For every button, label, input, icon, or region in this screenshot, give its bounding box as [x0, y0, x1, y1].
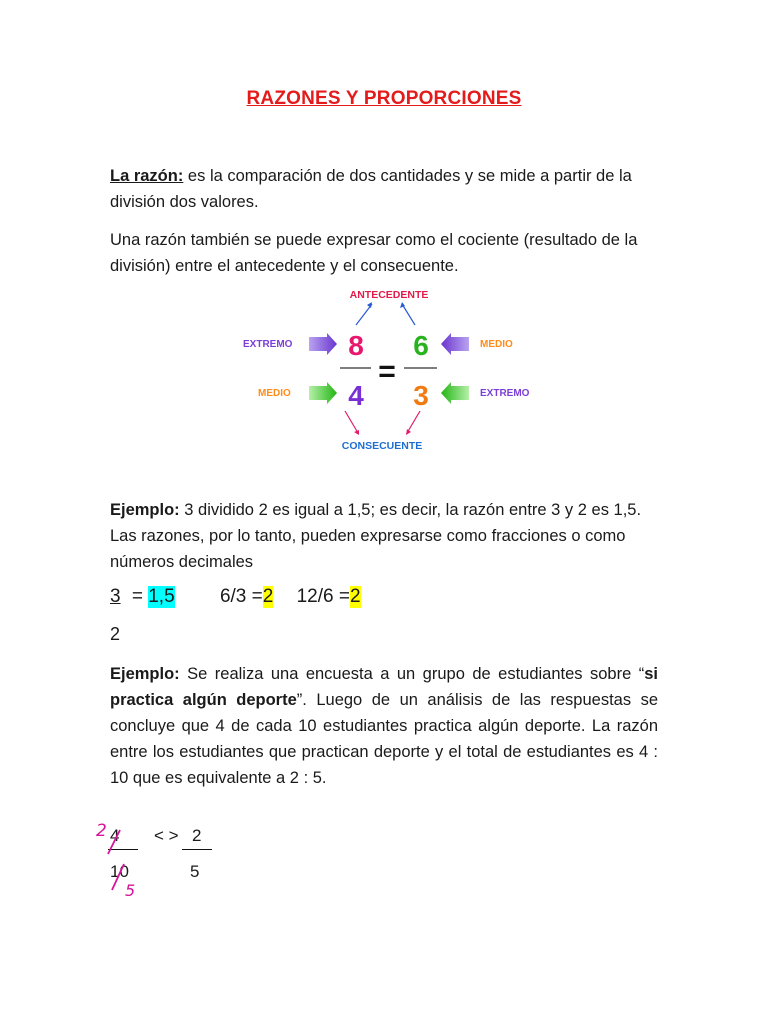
example1-text: 3 dividido 2 es igual a 1,5; es decir, la razón entre 3 y 2 es 1,5. Las razones, por lo tanto, pueden expresarse como fracciones o como números decimales: [110, 501, 642, 571]
handwritten-5: 5: [125, 881, 136, 900]
example1-label: Ejemplo:: [110, 501, 180, 519]
medio-left-label: MEDIO: [258, 388, 291, 399]
definition-paragraph: [110, 163, 658, 215]
number-8: 8: [348, 330, 364, 361]
strike-4: [108, 830, 120, 854]
number-6: 6: [413, 330, 429, 361]
decimal-value: 1,5: [148, 586, 175, 607]
fraction2-den-left: 10: [110, 862, 129, 881]
fraction2-operator: < >: [154, 826, 179, 845]
example2-bold: si practica algún deporte: [110, 665, 658, 709]
example2-text-2: ”. Luego de un análisis de las respuestas se concluye que 4 de cada 10 estudiantes practica algún deporte. La razón entre los estudiantes que practican deporte y el total de estudiantes es 4 : 10 que es equivalente a 2 : 5.: [110, 691, 658, 787]
antecedente-arrows: [356, 302, 415, 325]
definition-text: es la comparación de dos cantidades y se mide a partir de la división dos valores.: [110, 167, 632, 211]
quotient-paragraph: Una razón también se puede expresar como el cociente (resultado de la división) entre el antecedente y el consecuente.: [110, 231, 638, 275]
example2-text-1: Se realiza una encuesta a un grupo de estudiantes sobre “: [179, 665, 645, 683]
expression-6-3: 6/3 =: [219, 586, 263, 607]
page-title: RAZONES Y PROPORCIONES: [246, 88, 522, 109]
example2-paragraph: [110, 661, 658, 791]
number-4: 4: [348, 380, 364, 411]
example1-paragraph: [110, 497, 658, 575]
value-12-6: 2: [349, 586, 361, 607]
fraction2-num-left: 4: [110, 826, 120, 845]
handwritten-2: 2: [96, 821, 107, 841]
proportion-diagram: [230, 283, 550, 455]
consecuente-label: CONSECUENTE: [341, 440, 423, 452]
value-6-3: 2: [262, 586, 274, 607]
proportion-diagram-svg: [230, 283, 550, 455]
arrow-left-purple-icon: [441, 333, 469, 355]
fraction2-num-right: 2: [192, 826, 202, 845]
number-3: 3: [413, 380, 429, 411]
fraction-denominator: 2: [110, 624, 121, 644]
extremo-left-label: EXTREMO: [243, 339, 293, 350]
expression-12-6: 12/6 =: [296, 586, 350, 607]
arrow-right-purple-icon: [309, 333, 337, 355]
equals-sign: =: [378, 355, 396, 388]
equals-sign-1: =: [126, 586, 149, 607]
handwritten-strokes-svg: [92, 820, 152, 900]
strike-10: [112, 864, 124, 890]
ratio-equations: [110, 586, 361, 608]
arrow-left-green-icon: [441, 382, 469, 404]
definition-term: La razón:: [110, 167, 184, 185]
extremo-right-label: EXTREMO: [480, 388, 530, 399]
handwritten-simplification: [92, 820, 152, 905]
consecuente-arrows: [345, 411, 420, 435]
medio-right-label: MEDIO: [480, 339, 513, 350]
antecedente-label: ANTECEDENTE: [349, 289, 429, 301]
example2-label: Ejemplo:: [110, 665, 180, 683]
fraction2-bar-right: [182, 849, 212, 850]
fraction2-den-right: 5: [190, 862, 200, 881]
fraction-numerator: 3: [110, 586, 121, 607]
arrow-right-green-icon: [309, 382, 337, 404]
